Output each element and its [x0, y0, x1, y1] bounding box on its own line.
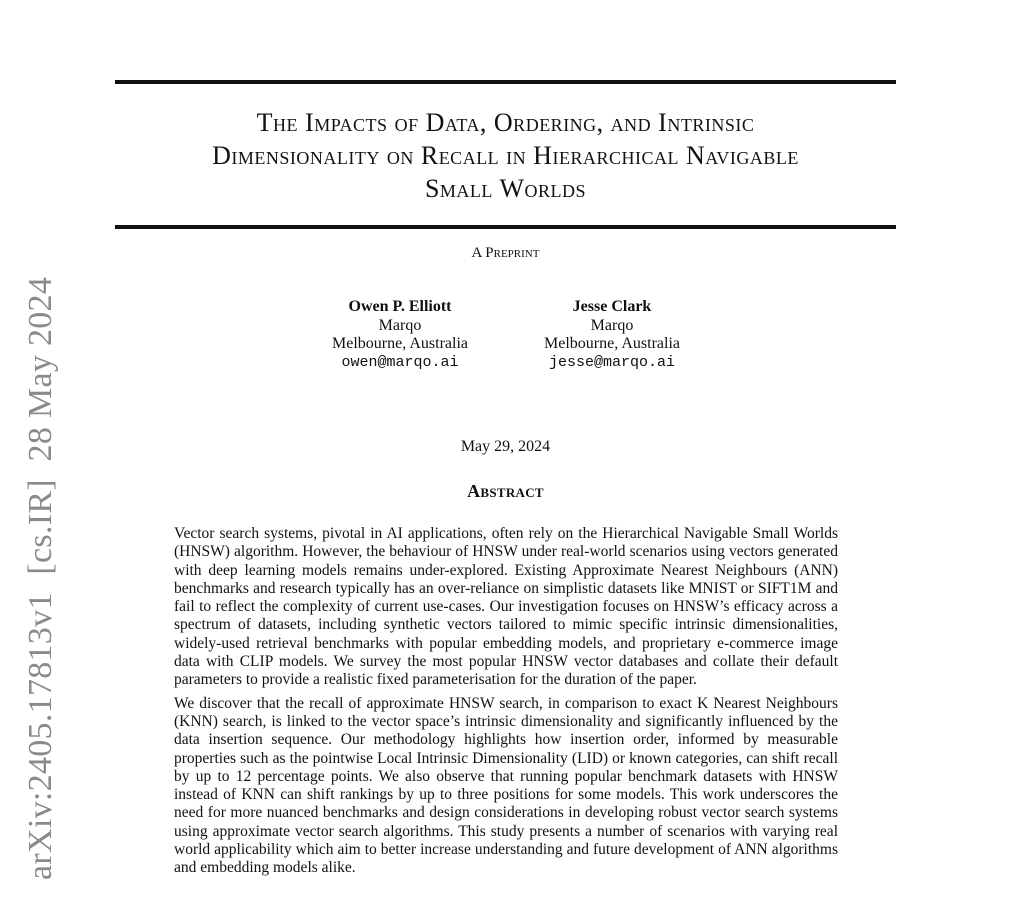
- author-block-2: [522, 298, 702, 372]
- paper-title: [115, 106, 896, 205]
- author-name: Owen P. Elliott: [348, 298, 452, 315]
- abstract-paragraph-1: Vector search systems, pivotal in AI applications, often rely on the Hierarchical Navigable Small Worlds (HNSW) algorithm. However, the behaviour of HNSW under real-world scenarios using vectors generated with deep learning models remains under-explored. Existing Approximate Nearest Neighbours (ANN) benchmarks and research typically has an over-reliance on simplistic datasets like MNIST or SIFT1M and fail to reflect the complexity of current use-cases. Our investigation focuses on HNSW’s efficacy across a spectrum of datasets, including synthetic vectors tailored to mimic specific intrinsic dimensionalities, widely-used retrieval benchmarks with popular embedding models, and proprietary e-commerce image data with CLIP models. We survey the most popular HNSW vector databases and collate their default parameters to provide a realistic fixed parameterisation for the duration of the paper.: [174, 525, 838, 689]
- title-line-3: Small Worlds: [424, 174, 587, 203]
- title-top-rule: [115, 80, 896, 84]
- author-block-1: [310, 298, 490, 372]
- abstract-body: [174, 525, 838, 883]
- arxiv-identifier: arXiv:2405.17813v1 [cs.IR] 28 May 2024: [22, 276, 59, 880]
- author-location: Melbourne, Australia: [332, 335, 468, 352]
- title-line-2: Dimensionality on Recall in Hierarchical Navigable: [212, 141, 799, 170]
- author-email: owen@marqo.ai: [341, 353, 459, 371]
- preprint-label: A Preprint: [471, 245, 540, 261]
- abstract-paragraph-2: We discover that the recall of approximate HNSW search, in comparison to exact K Nearest Neighbours (KNN) search, is linked to the vector space’s intrinsic dimensionality and significantly influenced by the data insertion sequence. Our methodology highlights how insertion order, informed by measurable properties such as the pointwise Local Intrinsic Dimensionality (LID) or known categories, can shift recall by up to 12 percentage points. We also observe that running popular benchmark datasets with HNSW instead of KNN can shift rankings by up to three positions for some models. This work underscores the need for more nuanced benchmarks and design considerations in developing robust vector search systems using approximate vector search algorithms. This study presents a number of scenarios with varying real world applicability which aim to better increase understanding and future development of ANN algorithms and embedding models alike.: [174, 694, 838, 877]
- title-bottom-rule: [115, 225, 896, 229]
- author-affiliation: Marqo: [378, 316, 422, 334]
- author-affiliation: Marqo: [590, 316, 634, 334]
- paper-date: May 29, 2024: [460, 438, 551, 455]
- author-email: jesse@marqo.ai: [548, 353, 676, 371]
- abstract-heading: Abstract: [467, 481, 544, 501]
- author-name: Jesse Clark: [572, 298, 652, 315]
- author-location: Melbourne, Australia: [544, 335, 680, 352]
- title-line-1: The Impacts of Data, Ordering, and Intrinsic: [256, 108, 755, 137]
